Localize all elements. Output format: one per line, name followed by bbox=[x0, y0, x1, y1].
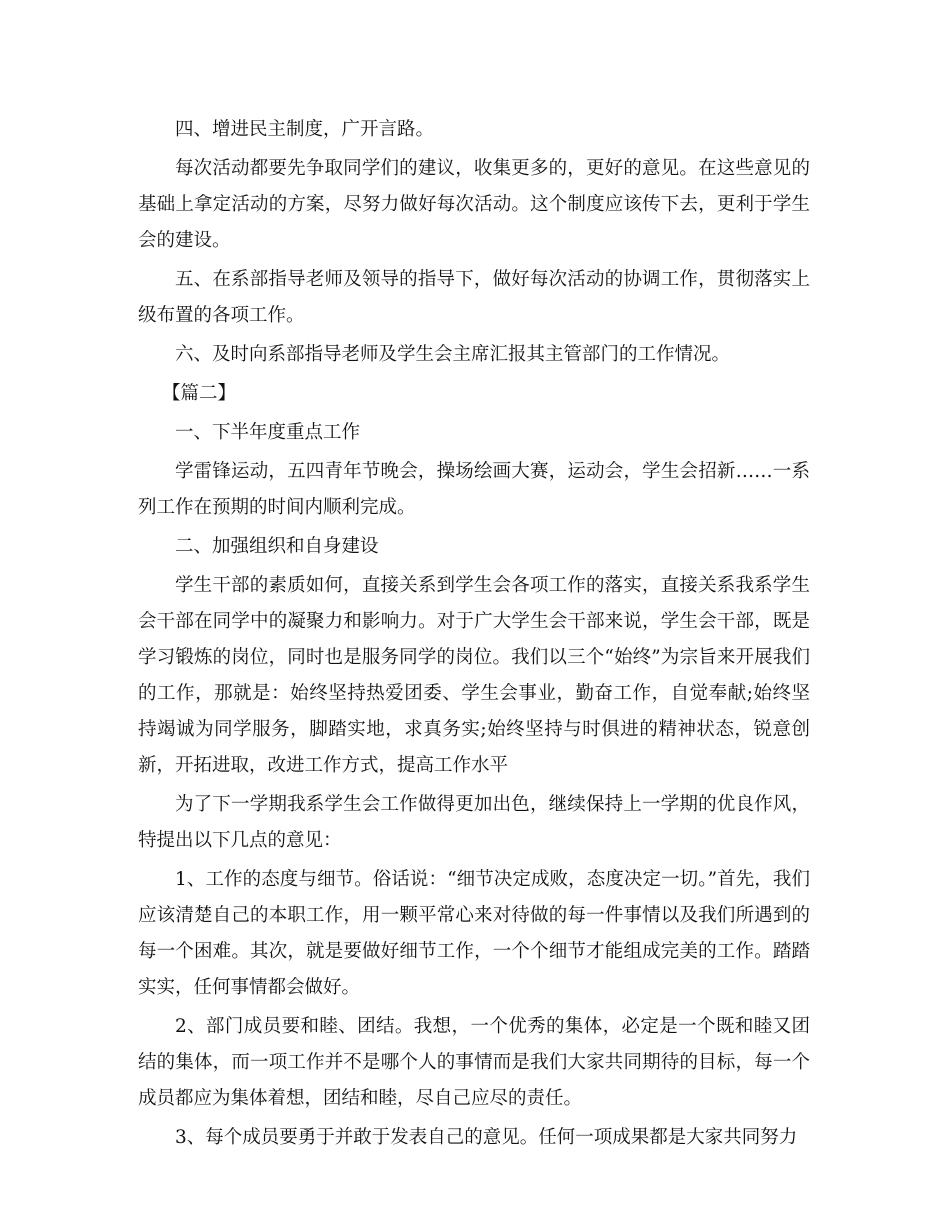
section-heading-1: 一、下半年度重点工作 bbox=[175, 422, 361, 443]
numbered-item-1: 1、工作的态度与细节。俗话说：“细节决定成败，态度决定一切。”首先，我们应该清楚自己的本职工作，用一颗平常心来对待做的每一件事情以及我们所遇到的每一个困难。其次，就是要做好细节工作，一个个细节才能组成完美的工作。踏踏实实，任何事情都会做好。 bbox=[138, 869, 810, 998]
document-body bbox=[138, 112, 810, 1159]
section-heading-2: 二、加强组织和自身建设 bbox=[175, 536, 379, 557]
section-heading-4: 四、增进民主制度，广开言路。 bbox=[175, 119, 435, 140]
body-paragraph: 每次活动都要先争取同学们的建议，收集更多的，更好的意见。在这些意见的基础上拿定活动的方案，尽努力做好每次活动。这个制度应该传下去，更利于学生会的建设。 bbox=[138, 158, 810, 251]
body-paragraph: 为了下一学期我系学生会工作做得更加出色，继续保持上一学期的优良作风，特提出以下几点的意见： bbox=[138, 794, 810, 851]
numbered-item-2: 2、部门成员要和睦、团结。我想，一个优秀的集体，必定是一个既和睦又团结的集体，而一项工作并不是哪个人的事情而是我们大家共同期待的目标，每一个成员都应为集体着想，团结和睦，尽自己应尽的责任。 bbox=[138, 1016, 810, 1109]
section-heading-5: 五、在系部指导老师及领导的指导下，做好每次活动的协调工作，贯彻落实上级布置的各项工作。 bbox=[138, 269, 810, 326]
body-paragraph: 学雷锋运动，五四青年节晚会，操场绘画大赛，运动会，学生会招新……一系列工作在预期的时间内顺利完成。 bbox=[138, 461, 810, 518]
numbered-item-3: 3、每个成员要勇于并敢于发表自己的意见。任何一项成果都是大家共同努力 bbox=[175, 1127, 798, 1148]
body-paragraph: 学生干部的素质如何，直接关系到学生会各项工作的落实，直接关系我系学生会干部在同学中的凝聚力和影响力。对于广大学生会干部来说，学生会干部，既是学习锻炼的岗位，同时也是服务同学的岗位。我们以三个“始终”为宗旨来开展我们的工作，那就是：始终坚持热爱团委、学生会事业，勤奋工作，自觉奉献;始终坚持竭诚为同学服务，脚踏实地，求真务实;始终坚持与时俱进的精神状态，锐意创新，开拓进取，改进工作方式，提高工作水平 bbox=[138, 575, 810, 776]
part-heading: 【篇二】 bbox=[162, 383, 237, 404]
section-heading-6: 六、及时向系部指导老师及学生会主席汇报其主管部门的工作情况。 bbox=[175, 344, 731, 365]
